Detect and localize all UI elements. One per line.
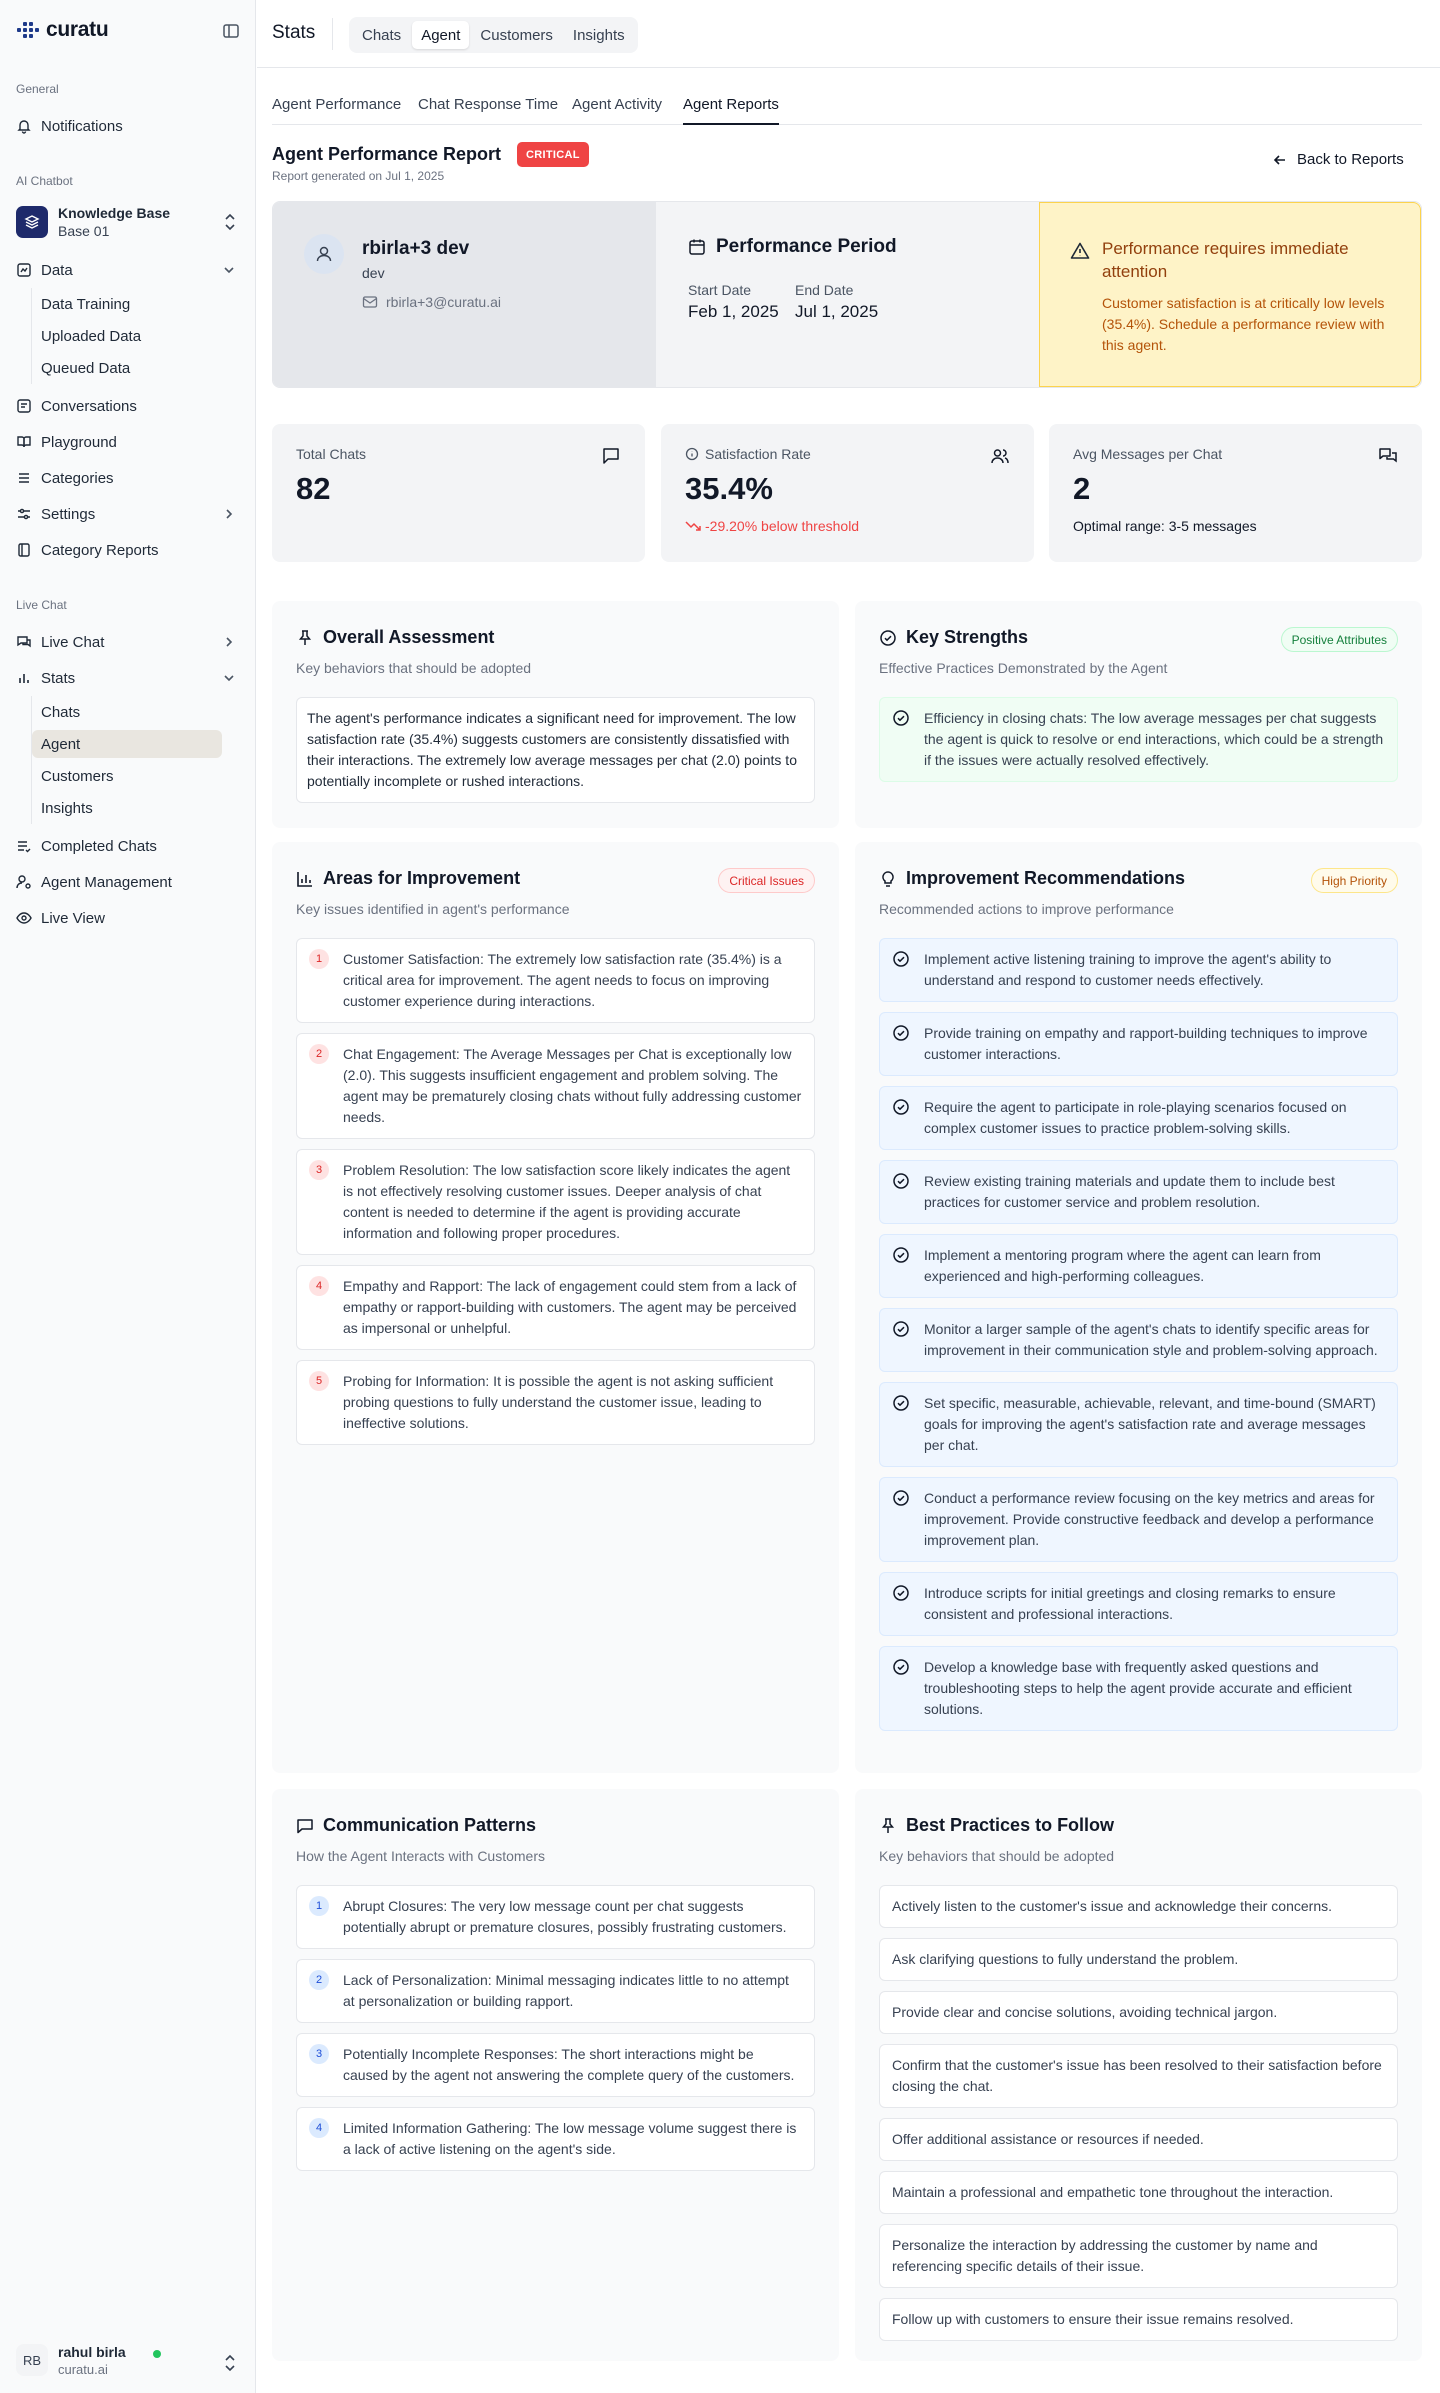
users-icon [990, 446, 1010, 466]
sidebar-item-label: Live View [41, 909, 105, 927]
stat-label: Total Chats [296, 446, 367, 462]
card-subtitle: Recommended actions to improve performance [879, 901, 1174, 917]
improvement-text: Customer Satisfaction: The extremely low satisfaction rate (35.4%) is a critical area for improvement. The agent needs to focus on improving customer experience during interactions. [343, 951, 782, 1009]
list-item [296, 938, 815, 1023]
stat-trend-text: -29.20% below threshold [705, 518, 860, 534]
back-to-reports-button[interactable] [1272, 151, 1404, 168]
list-item [879, 1477, 1398, 1562]
bar-chart-icon [296, 870, 314, 888]
message-square-icon [296, 1817, 314, 1835]
check-circle-icon [892, 709, 910, 727]
item-number: 4 [309, 1276, 329, 1296]
check-circle-icon [892, 1024, 910, 1042]
back-label: Back to Reports [1297, 151, 1404, 168]
list-item [879, 697, 1398, 782]
subtab-agent-performance[interactable]: Agent Performance [272, 96, 402, 113]
recommendation-text: Provide training on empathy and rapport-building techniques to improve customer interactions. [924, 1025, 1368, 1062]
recommendation-text: Develop a knowledge base with frequently asked questions and troubleshooting steps to help the agent provide accurate and efficient solutions. [924, 1659, 1352, 1717]
report-summary-panel [272, 201, 1422, 388]
app-name: curatu [46, 18, 109, 41]
list-item: Follow up with customers to ensure their issue remains resolved. [879, 2298, 1398, 2341]
sidebar-item-notifications[interactable] [16, 112, 242, 140]
list-item [296, 1360, 815, 1445]
recommendation-text: Review existing training materials and update them to include best practices for customer service and problem resolution. [924, 1173, 1335, 1210]
card-subtitle: Key behaviors that should be adopted [296, 660, 532, 676]
sidebar-subitem-customers[interactable]: Customers [41, 767, 114, 785]
tab-customers[interactable]: Customers [480, 26, 553, 44]
section-label-live-chat: Live Chat [16, 598, 67, 612]
tab-chats[interactable]: Chats [362, 26, 402, 44]
stat-label-text: Satisfaction Rate [705, 446, 811, 462]
stat-value: 2 [1073, 471, 1091, 506]
improvement-text: Empathy and Rapport: The lack of engagement could stem from a lack of empathy or rapport-building with customers. The agent may be perceived as impersonal or unhelpful. [343, 1278, 797, 1336]
agent-role: dev [362, 265, 385, 281]
knowledge-base-title: Knowledge Base [58, 205, 171, 221]
critical-issues-badge: Critical Issues [718, 868, 815, 893]
sidebar-item-label: Conversations [41, 397, 137, 415]
user-menu[interactable] [16, 2340, 242, 2380]
list-item [879, 1086, 1398, 1150]
trending-down-icon [685, 519, 701, 533]
sidebar-item-label: Completed Chats [41, 837, 157, 855]
pattern-text: Limited Information Gathering: The low message volume suggest there is a lack of active listening on the agent's side. [343, 2120, 797, 2157]
section-label-general: General [16, 82, 59, 96]
card-title-text: Key Strengths [906, 627, 1029, 647]
sidebar-subitem-insights[interactable]: Insights [41, 799, 93, 817]
start-date-label: Start Date [688, 282, 752, 298]
sidebar-item-live-view[interactable] [16, 904, 242, 932]
alert-text: Customer satisfaction is at critically low levels (35.4%). Schedule a performance review with this agent. [1102, 295, 1385, 353]
communication-patterns-card [272, 1789, 839, 2361]
improvement-recommendations-card [855, 842, 1422, 1773]
agent-subtabs [272, 88, 1422, 125]
end-date-label: End Date [795, 282, 854, 298]
card-title-text: Best Practices to Follow [906, 1815, 1115, 1835]
stat-total-chats [272, 424, 645, 562]
check-circle-icon [892, 950, 910, 968]
sidebar-item-agent-management[interactable] [16, 868, 242, 896]
pin-icon [296, 629, 314, 647]
list-item [879, 1646, 1398, 1731]
chevrons-up-down-icon [222, 211, 238, 233]
knowledge-base-selector[interactable] [16, 202, 242, 242]
recommendation-text: Implement a mentoring program where the agent can learn from experienced and high-performing colleagues. [924, 1247, 1321, 1284]
sidebar-subitem-agent[interactable]: Agent [32, 730, 222, 758]
list-item [879, 1572, 1398, 1636]
bar-chart-icon [16, 670, 32, 686]
top-bar [257, 0, 1440, 68]
stat-trend [685, 518, 859, 534]
agent-email-text: rbirla+3@curatu.ai [386, 294, 501, 310]
chevrons-up-down-icon [222, 2352, 238, 2374]
pattern-text: Lack of Personalization: Minimal messaging indicates little to no attempt at personalization or building rapport. [343, 1972, 789, 2009]
check-circle-icon [892, 1584, 910, 1602]
pattern-text: Potentially Incomplete Responses: The short interactions might be caused by the agent not answering the complete query of the customers. [343, 2046, 795, 2083]
card-title [879, 868, 1185, 889]
chevron-down-icon [222, 671, 236, 685]
list-item [879, 1382, 1398, 1467]
card-title-text: Improvement Recommendations [906, 868, 1186, 888]
avatar: RB [16, 2344, 48, 2376]
end-date-value: Jul 1, 2025 [795, 302, 879, 321]
card-title-text: Communication Patterns [323, 1815, 537, 1835]
check-circle-icon [892, 1394, 910, 1412]
list-item: Personalize the interaction by addressing the customer by name and referencing specific details of their issue. [879, 2224, 1398, 2288]
pin-icon [879, 1817, 897, 1835]
user-domain: curatu.ai [58, 2361, 108, 2377]
stat-label: Avg Messages per Chat [1073, 446, 1223, 462]
list-check-icon [16, 838, 32, 854]
report-title: Agent Performance Report [272, 144, 502, 164]
page-title: Stats [272, 22, 316, 43]
sidebar-subitem-data-training[interactable]: Data Training [41, 295, 131, 313]
warning-icon [1070, 241, 1090, 261]
sidebar-item-label: Category Reports [41, 541, 159, 559]
best-practices-card [855, 1789, 1422, 2361]
mail-icon [362, 295, 378, 309]
strength-text: Efficiency in closing chats: The low average messages per chat suggests the agent is quick to resolve or end interactions, which could be a strength if the issues were actually resolved effectively. [924, 710, 1384, 768]
list-item [296, 1265, 815, 1350]
app-logo[interactable] [16, 18, 108, 42]
assessment-text: The agent's performance indicates a significant need for improvement. The low satisfaction rate (35.4%) suggests customers are consistently dissatisfied with their interactions. The extremely low average messages per chat (2.0) points to potentially incomplete or rushed interactions. [296, 697, 815, 803]
stat-value: 82 [296, 471, 331, 506]
list-item [879, 1160, 1398, 1224]
stat-label [685, 446, 811, 462]
item-number: 5 [309, 1371, 329, 1391]
arrow-left-icon [1272, 152, 1288, 168]
tab-agent[interactable]: Agent [412, 21, 469, 49]
chat-icon [16, 634, 32, 650]
recommendation-text: Introduce scripts for initial greetings and closing remarks to ensure consistent and professional interactions. [924, 1585, 1336, 1622]
sidebar-item-label: Agent Management [41, 873, 172, 891]
recommendation-text: Conduct a performance review focusing on the key metrics and areas for improvement. Provide constructive feedback and develop a performance improvement plan. [924, 1490, 1375, 1548]
check-circle-icon [892, 1246, 910, 1264]
card-subtitle: Key behaviors that should be adopted [879, 1848, 1115, 1864]
calendar-icon [688, 238, 706, 256]
sidebar-item-label: Live Chat [41, 633, 105, 651]
list-item [296, 1885, 815, 1949]
item-number: 1 [309, 1896, 329, 1916]
data-icon [16, 262, 32, 278]
check-circle-icon [879, 629, 897, 647]
sidebar-subitem-uploaded-data[interactable]: Uploaded Data [41, 327, 142, 345]
list-icon [16, 470, 32, 486]
stat-note: Optimal range: 3-5 messages [1073, 518, 1257, 534]
sidebar-item-label: Data [41, 261, 73, 279]
item-number: 3 [309, 2044, 329, 2064]
sidebar-item-label: Settings [41, 505, 96, 523]
sidebar-item-category-reports[interactable] [16, 536, 242, 564]
sidebar-item-label: Categories [41, 469, 114, 487]
sidebar-item-playground[interactable] [16, 428, 242, 456]
agent-name: rbirla+3 dev [362, 238, 470, 259]
list-item [296, 2033, 815, 2097]
layers-icon [16, 206, 48, 238]
chevron-right-icon [222, 507, 236, 521]
agent-info [273, 202, 656, 387]
list-item [879, 1234, 1398, 1298]
performance-period-label: Performance Period [716, 236, 897, 257]
sidebar-subitem-queued-data[interactable]: Queued Data [41, 359, 131, 377]
recommendation-text: Monitor a larger sample of the agent's chats to identify specific areas for improvement in their communication style and problem-solving approach. [924, 1321, 1378, 1358]
sidebar [0, 0, 256, 2393]
tab-insights[interactable]: Insights [572, 26, 625, 44]
card-title [296, 1815, 536, 1836]
key-strengths-card [855, 601, 1422, 828]
list-item [296, 1959, 815, 2023]
chevron-down-icon [222, 263, 236, 277]
list-item [879, 938, 1398, 1002]
check-circle-icon [892, 1658, 910, 1676]
recommendation-text: Set specific, measurable, achievable, relevant, and time-bound (SMART) goals for improving the agent's satisfaction rate and average messages per chat. [924, 1395, 1376, 1453]
card-title [296, 868, 520, 889]
card-title [879, 1815, 1114, 1836]
card-title [879, 627, 1028, 648]
user-cog-icon [16, 874, 32, 890]
eye-icon [16, 910, 32, 926]
lightbulb-icon [879, 870, 897, 888]
chevron-right-icon [222, 635, 236, 649]
item-number: 2 [309, 1044, 329, 1064]
card-title-text: Overall Assessment [323, 627, 495, 647]
book-icon [16, 434, 32, 450]
list-item [296, 2107, 815, 2171]
list-item [879, 1012, 1398, 1076]
sidebar-item-conversations[interactable] [16, 392, 242, 420]
check-circle-icon [892, 1172, 910, 1190]
sidebar-toggle-icon[interactable] [222, 22, 240, 40]
knowledge-base-subtitle: Base 01 [58, 223, 110, 239]
card-subtitle: Effective Practices Demonstrated by the Agent [879, 660, 1168, 676]
list-item [879, 1308, 1398, 1372]
list-item: Provide clear and concise solutions, avoiding technical jargon. [879, 1991, 1398, 2034]
list-item [296, 1033, 815, 1139]
pattern-text: Abrupt Closures: The very low message count per chat suggests potentially abrupt or premature closures, possibly frustrating customers. [343, 1898, 787, 1935]
list-item: Ask clarifying questions to fully understand the problem. [879, 1938, 1398, 1981]
check-circle-icon [892, 1320, 910, 1338]
sidebar-item-stats[interactable] [16, 664, 242, 692]
sidebar-item-data[interactable] [16, 256, 242, 284]
improvement-text: Problem Resolution: The low satisfaction score likely indicates the agent is not effectively resolving customer issues. Deeper analysis of chat content is needed to determine if the agent is providing accurate information and following proper procedures. [343, 1162, 791, 1241]
item-number: 4 [309, 2118, 329, 2138]
online-status-dot [153, 2350, 161, 2358]
performance-period [656, 202, 1039, 387]
curatu-logo-icon [16, 20, 40, 40]
bell-icon [16, 118, 32, 134]
stats-tabs [349, 17, 638, 53]
list-item: Maintain a professional and empathetic tone throughout the interaction. [879, 2171, 1398, 2214]
user-icon [304, 234, 344, 274]
card-title [296, 627, 494, 648]
critical-badge: CRITICAL [517, 142, 589, 167]
subtab-agent-reports[interactable]: Agent Reports [683, 96, 779, 125]
recommendation-text: Require the agent to participate in role-playing scenarios focused on complex customer issues to practice problem-solving skills. [924, 1099, 1347, 1136]
check-circle-icon [892, 1098, 910, 1116]
conversations-icon [16, 398, 32, 414]
list-item: Offer additional assistance or resources if needed. [879, 2118, 1398, 2161]
sidebar-item-live-chat[interactable] [16, 628, 242, 656]
card-title-text: Areas for Improvement [323, 868, 521, 888]
sidebar-subitem-chats[interactable]: Chats [41, 703, 81, 721]
positive-attributes-badge: Positive Attributes [1281, 627, 1398, 652]
item-number: 3 [309, 1160, 329, 1180]
stat-avg-messages [1049, 424, 1422, 562]
high-priority-badge: High Priority [1311, 868, 1398, 893]
divider [332, 18, 333, 50]
sidebar-item-label: Stats [41, 669, 76, 687]
message-square-icon [601, 446, 621, 466]
stat-value: 35.4% [685, 471, 773, 506]
recommendation-text: Implement active listening training to improve the agent's ability to understand and respond to customer needs effectively. [924, 951, 1332, 988]
item-number: 1 [309, 949, 329, 969]
start-date-value: Feb 1, 2025 [688, 302, 779, 321]
areas-for-improvement-card [272, 842, 839, 1773]
sidebar-item-label: Notifications [41, 117, 123, 135]
sidebar-item-settings[interactable] [16, 500, 242, 528]
check-circle-icon [892, 1489, 910, 1507]
list-item: Actively listen to the customer's issue and acknowledge their concerns. [879, 1885, 1398, 1928]
alert-title: Performance requires immediate attention [1102, 239, 1349, 281]
sidebar-item-categories[interactable] [16, 464, 242, 492]
info-icon [685, 447, 699, 461]
sidebar-item-completed-chats[interactable] [16, 832, 242, 860]
subtab-chat-response-time[interactable]: Chat Response Time [418, 96, 559, 113]
report-generated-date: Report generated on Jul 1, 2025 [272, 169, 445, 183]
stat-satisfaction-rate [661, 424, 1034, 562]
improvement-text: Probing for Information: It is possible the agent is not asking sufficient probing questions to fully understand the customer issue, leading to ineffective solutions. [343, 1373, 774, 1431]
performance-period-title [688, 236, 897, 258]
subtab-agent-activity[interactable]: Agent Activity [572, 96, 663, 113]
list-item: Confirm that the customer's issue has been resolved to their satisfaction before closing the chat. [879, 2044, 1398, 2108]
list-item [296, 1149, 815, 1255]
overall-assessment-card [272, 601, 839, 828]
card-subtitle: How the Agent Interacts with Customers [296, 1848, 545, 1864]
performance-alert [1039, 202, 1421, 387]
sidebar-item-label: Playground [41, 433, 117, 451]
user-name: rahul birla [58, 2343, 126, 2360]
agent-email [362, 294, 501, 310]
card-subtitle: Key issues identified in agent's performance [296, 901, 570, 917]
section-label-ai-chatbot: AI Chatbot [16, 174, 73, 188]
item-number: 2 [309, 1970, 329, 1990]
sliders-icon [16, 506, 32, 522]
report-icon [16, 542, 32, 558]
messages-icon [1378, 446, 1398, 466]
improvement-text: Chat Engagement: The Average Messages per Chat is exceptionally low (2.0). This suggests insufficient engagement and problem solving. The agent may be prematurely closing chats without fully addressing customer needs. [343, 1046, 802, 1125]
